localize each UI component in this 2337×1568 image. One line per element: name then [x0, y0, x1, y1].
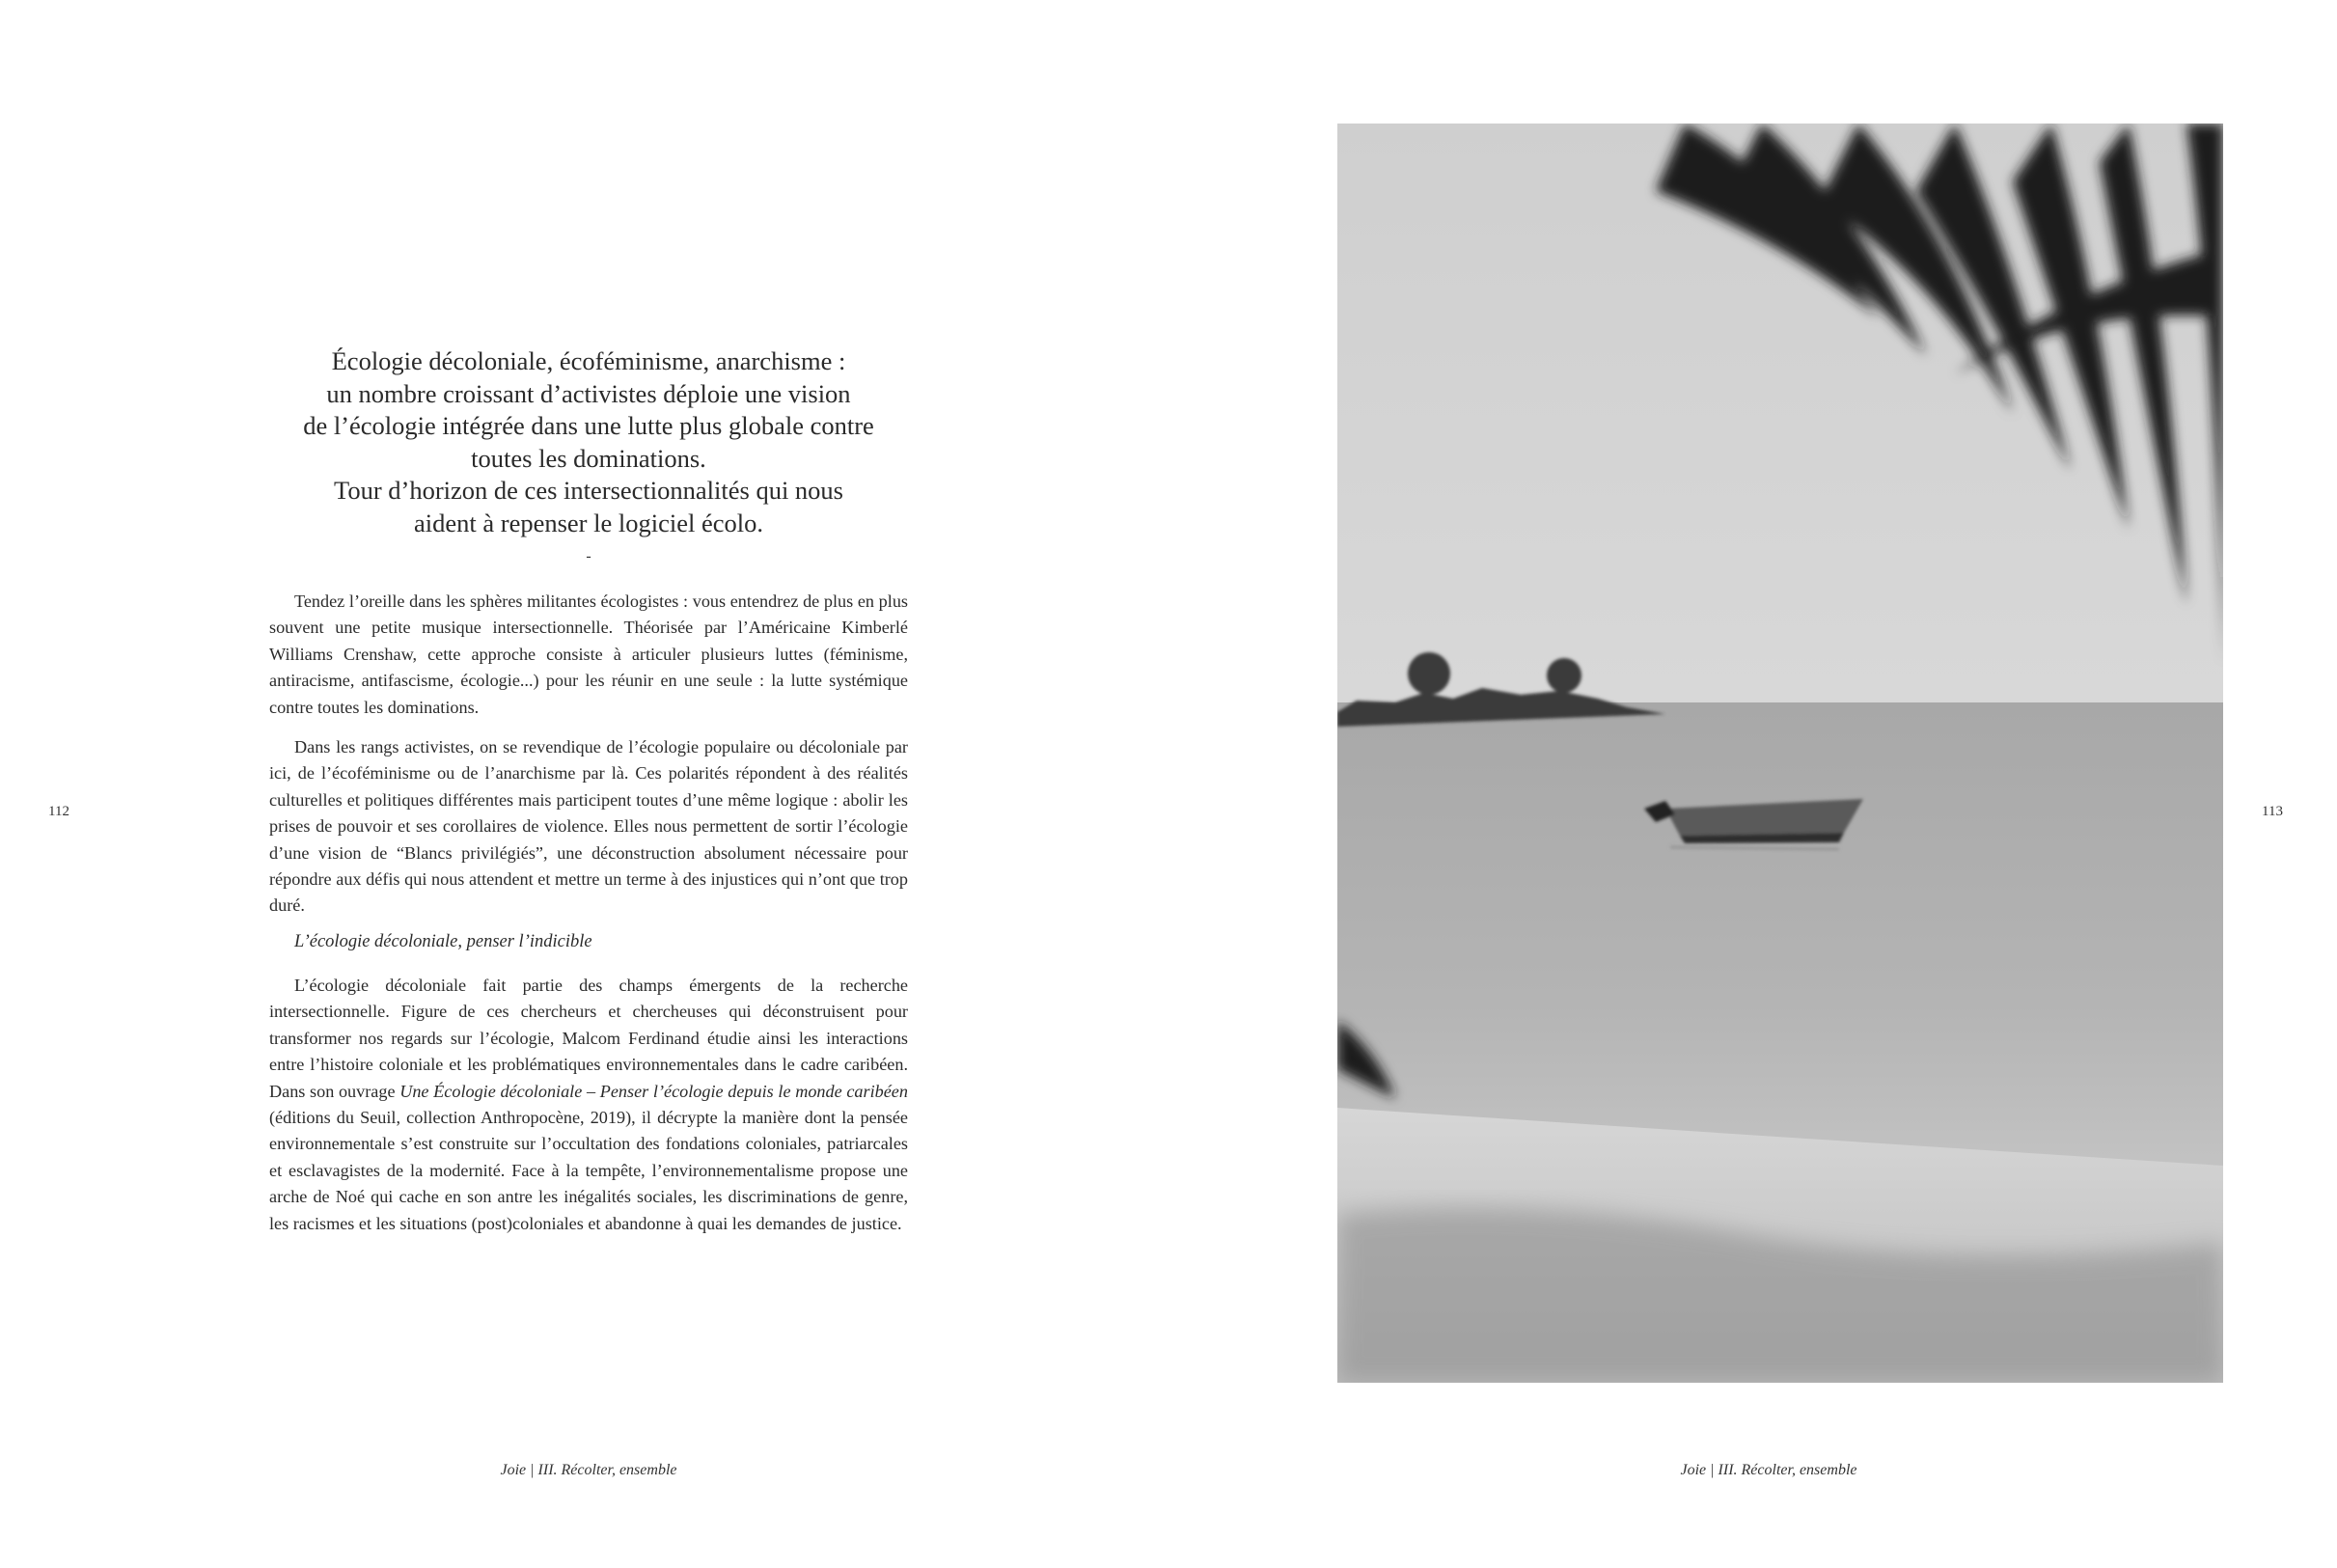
- lead-separator: -: [586, 548, 591, 564]
- lead-line: aident à repenser le logiciel écolo.: [414, 508, 763, 537]
- beach-photo-illustration: [1337, 124, 2223, 1383]
- body-text: L’écologie décoloniale fait partie des champs émergents de la recherche intersectionnelle. Figure de ces chercheurs et chercheuses qui déconstruisent pour transformer nos regards sur l’écologie, Malcom Ferdinand étudie ainsi les interactions entre l’histoire coloniale et les problématiques environnementales dans le cadre caribéen. Dans son ouvrage: [269, 976, 908, 1101]
- book-title: Une Écologie décoloniale – Penser l’écologie depuis le monde caribéen: [399, 1081, 908, 1101]
- body-paragraph-3: [269, 973, 908, 1237]
- lead-line: de l’écologie intégrée dans une lutte plus globale contre: [303, 411, 874, 440]
- lead-line: toutes les dominations.: [471, 443, 706, 473]
- page-number-left: 112: [48, 804, 69, 819]
- body-paragraph-1: Tendez l’oreille dans les sphères militantes écologistes : vous entendrez de plus en plus souvent une petite musique intersectionnelle. Théorisée par l’Américaine Kimberlé Williams Crenshaw, cette approche consiste à articuler plusieurs luttes (féminisme, antiracisme, antifascisme, écologie...) pour les réunir en une seule : la lutte systémique contre toutes les dominations.: [269, 591, 908, 717]
- body-paragraph-2: Dans les rangs activistes, on se revendique de l’écologie populaire ou décoloniale par ici, de l’écoféminisme ou de l’anarchisme par là. Ces polarités répondent à des réalités culturelles et politiques différentes mais participent toutes d’une même logique : abolir les prises de pouvoir et ses corollaires de violence. Elles nous permettent de sortir l’écologie d’une vision de “Blancs privilégiés”, une déconstruction absolument nécessaire pour répondre aux défis qui nous attendent et mettre un terme à des injustices qui n’ont que trop duré.: [269, 737, 908, 916]
- page-number-right: 113: [2262, 804, 2283, 819]
- lead-line: Tour d’horizon de ces intersectionnalités qui nous: [333, 476, 843, 505]
- section-subheading: L’écologie décoloniale, penser l’indicible: [294, 932, 592, 951]
- footer-running-title-left: Joie | III. Récolter, ensemble: [500, 1462, 677, 1478]
- beach-photograph: [1337, 124, 2223, 1383]
- lead-line: Écologie décoloniale, écoféminisme, anarchisme :: [331, 346, 846, 375]
- lead-line: un nombre croissant d’activistes déploie une vision: [326, 378, 851, 408]
- lead-paragraph: [270, 345, 907, 539]
- footer-running-title-right: Joie | III. Récolter, ensemble: [1680, 1462, 1857, 1478]
- body-text: (éditions du Seuil, collection Anthropocène, 2019), il décrypte la manière dont la pensée environnementale s’est construite sur l’occultation des fondations coloniales, patriarcales et esclavagistes de la modernité. Face à la tempête, l’environnementalisme propose une arche de Noé qui cache en son antre les inégalités sociales, les discriminations de genre, les racismes et les situations (post)coloniales et abandonne à quai les demandes de justice.: [269, 1108, 908, 1233]
